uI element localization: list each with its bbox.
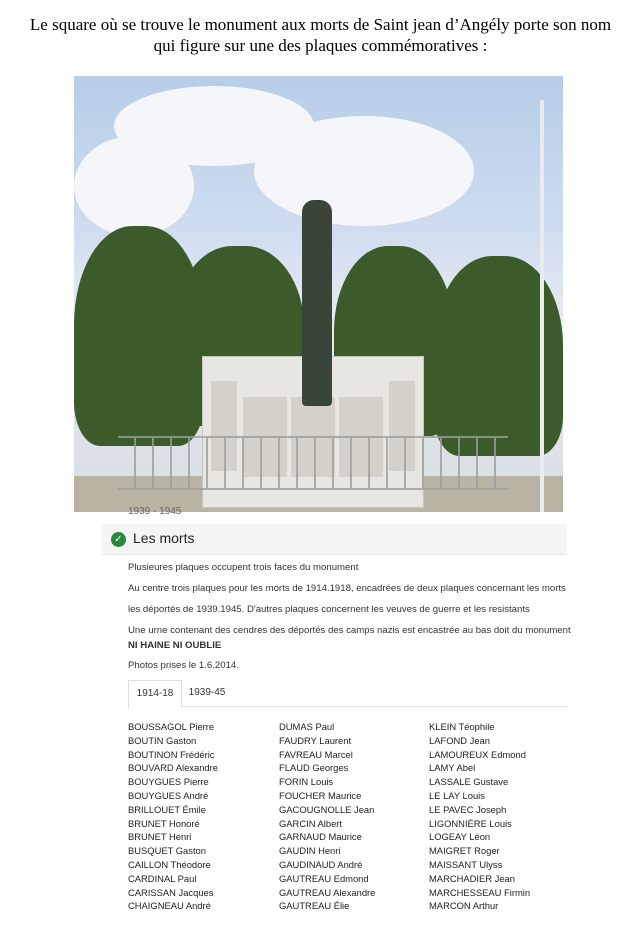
name-entry: BOUTIN Gaston <box>128 734 197 746</box>
name-entry: LE PAVEC Joseph <box>429 803 507 815</box>
photo-date: Photos prises le 1.6.2014. <box>128 660 239 671</box>
name-entry: LOGEAY Léon <box>429 831 491 843</box>
name-entry: MARCHESSEAU Firmin <box>429 886 531 898</box>
name-entry: BOUTINON Frédéric <box>128 748 215 760</box>
name-entry: LAMY Abel <box>429 762 476 774</box>
name-entry: BOUYGUES André <box>128 789 209 801</box>
motto: NI HAINE NI OUBLIE <box>128 640 222 651</box>
intro-text <box>0 14 641 56</box>
name-entry: BOUVARD Alexandre <box>128 762 218 774</box>
name-entry: FOUCHER Maurice <box>279 789 362 801</box>
cloud <box>254 116 474 226</box>
name-entry: BOUSSAGOL Pierre <box>128 721 215 732</box>
name-entry: LAFOND Jean <box>429 734 490 746</box>
accordion-les-morts[interactable] <box>101 524 567 555</box>
name-entry: GAUDINAUD André <box>279 858 363 870</box>
name-entry: GARCIN Albert <box>279 817 343 829</box>
name-entry: MARCHADIER Jean <box>429 872 515 884</box>
name-entry: FAUDRY Laurent <box>279 734 352 746</box>
monument-photo <box>74 76 563 512</box>
cloud <box>74 136 194 236</box>
name-entry: GAUTREAU Alexandre <box>279 886 376 898</box>
name-entry: CHAIGNEAU André <box>128 900 211 912</box>
name-entry: BRILLOUET Émile <box>128 803 206 815</box>
fence <box>118 436 508 490</box>
name-entry: GAUDIN Henri <box>279 845 341 857</box>
name-entry: BUSQUET Gaston <box>128 845 206 857</box>
name-entry: MAISSANT Ulyss <box>429 858 503 870</box>
name-entry: LIGONNIÈRE Louis <box>429 817 512 829</box>
check-circle-icon: ✓ <box>111 532 126 547</box>
name-entry: GACOUGNOLLE Jean <box>279 803 375 815</box>
paragraph: Une urne contenant des cendres des déportés des camps nazis est encastrée au bas doit du monument <box>128 625 571 636</box>
name-entry: CAILLON Théodore <box>128 858 211 870</box>
name-entry: DUMAS Paul <box>279 721 335 732</box>
cropped-text: 1939 - 1945 <box>128 506 182 517</box>
name-entry: FAVREAU Marcel <box>279 748 353 760</box>
tab-1939-45[interactable]: 1939-45 <box>188 687 226 698</box>
tab-1914-18[interactable]: 1914-18 <box>128 680 182 708</box>
names-column-1 <box>128 720 218 913</box>
paragraph: les déportés de 1939.1945. D'autres plaques concernent les veuves de guerre et les resistants <box>128 604 530 615</box>
intro-line-2: qui figure sur une des plaques commémoratives : <box>153 36 488 55</box>
names-column-3 <box>429 720 530 913</box>
paragraph: Plusieures plaques occupent trois faces du monument <box>128 562 359 573</box>
name-entry: LE LAY Louis <box>429 789 485 801</box>
flag-pole <box>540 100 544 512</box>
name-entry: LASSALE Gustave <box>429 776 509 788</box>
name-entry: FLAUD Georges <box>279 762 349 774</box>
tab-divider <box>128 706 568 707</box>
name-entry: CARDINAL Paul <box>128 872 197 884</box>
intro-line-1: Le square où se trouve le monument aux morts de Saint jean d’Angély porte son nom <box>29 15 612 34</box>
names-column-2 <box>279 720 375 913</box>
name-entry: MARCON Arthur <box>429 900 499 912</box>
paragraph: Au centre trois plaques pour les morts de 1914.1918, encadrées de deux plaques concernant les morts <box>128 583 566 594</box>
name-entry: GAUTREAU Edmond <box>279 872 369 884</box>
statue <box>302 200 332 406</box>
accordion-title: Les morts <box>133 530 195 546</box>
name-entry: FORIN Louis <box>279 776 334 788</box>
name-entry: BRUNET Honoré <box>128 817 200 829</box>
name-entry: MAIGRET Roger <box>429 845 500 857</box>
name-entry: GARNAUD Maurice <box>279 831 362 843</box>
name-entry: BOUYGUES Pierre <box>128 776 209 788</box>
name-entry: LAMOUREUX Edmond <box>429 748 526 760</box>
name-entry: KLEIN Téophile <box>429 721 495 732</box>
name-entry: GAUTREAU Élie <box>279 900 350 912</box>
name-entry: BRUNET Henri <box>128 831 192 843</box>
name-entry: CARISSAN Jacques <box>128 886 214 898</box>
